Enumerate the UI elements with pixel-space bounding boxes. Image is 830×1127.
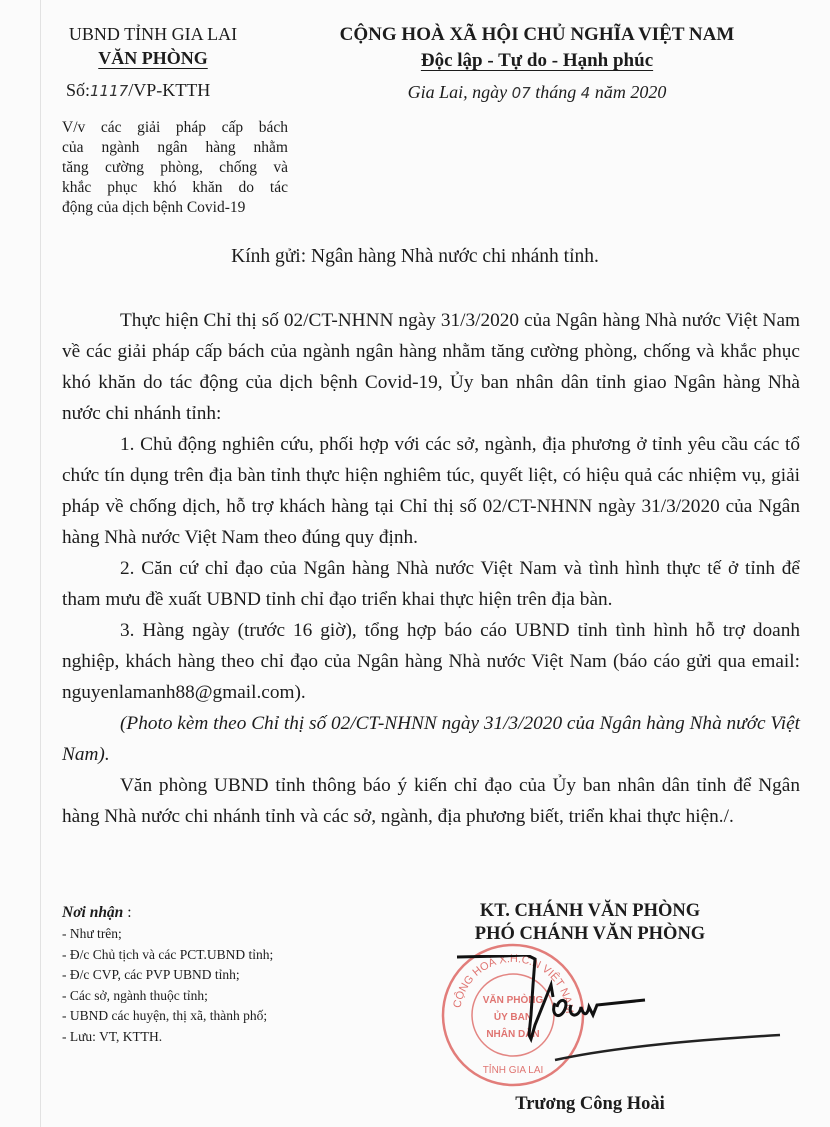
svg-text:VĂN PHÒNG: VĂN PHÒNG (482, 995, 544, 1006)
issue-date (332, 82, 742, 103)
signer-name: Trương Công Hoài (515, 1094, 665, 1114)
date-place: Gia Lai, ngày (407, 82, 508, 102)
recipient-line: Kính gửi: Ngân hàng Nhà nước chi nhánh tỉnh. (231, 246, 599, 267)
document-number (58, 78, 248, 103)
directive-item: 3. Hàng ngày (trước 16 giờ), tổng hợp báo cáo UBND tỉnh tình hình hỗ trợ doanh nghiệp, khách hàng theo chỉ đạo của Ngân hàng Nhà nước Việt Nam (báo cáo gửi qua email: nguyenlamanh88@gmail.com). (62, 620, 800, 703)
distribution-item: - Lưu: VT, KTTH. (62, 1028, 163, 1044)
directive-item: 2. Căn cứ chỉ đạo của Ngân hàng Nhà nước Việt Nam và tình hình thực tế ở tỉnh để tham mưu đề xuất UBND tỉnh chỉ đạo triển khai thực hiện trên địa bàn. (62, 558, 800, 610)
distribution-list (62, 902, 362, 1047)
subject-line: tăng cường phòng, chống và (62, 159, 288, 176)
number-prefix: Số: (66, 80, 91, 100)
attachment-note: (Photo kèm theo Chỉ thị số 02/CT-NHNN ngày 31/3/2020 của Ngân hàng Nhà nước Việt Nam). (62, 713, 800, 765)
letter-body (62, 305, 800, 832)
date-year: năm 2020 (594, 82, 667, 102)
date-month-label: tháng (535, 82, 577, 102)
agency-name: UBND TỈNH GIA LAI (68, 24, 238, 44)
signer-title-2: PHÓ CHÁNH VĂN PHÒNG (474, 924, 706, 944)
distribution-item: - Đ/c CVP, các PVP UBND tỉnh; (62, 967, 240, 982)
distribution-item: - UBND các huyện, thị xã, thành phố; (62, 1008, 268, 1023)
distribution-title: Nơi nhận (62, 904, 124, 921)
distribution-item: - Như trên; (62, 926, 122, 941)
signer-title-1: KT. CHÁNH VĂN PHÒNG (479, 901, 701, 921)
handwritten-signature-icon (455, 955, 785, 1075)
date-day: 07 (511, 84, 531, 102)
distribution-item: - Các sở, ngành thuộc tỉnh; (62, 987, 208, 1003)
subject-line: khắc phục khó khăn do tác (62, 179, 288, 196)
svg-text:TỈNH GIA LAI: TỈNH GIA LAI (482, 1065, 544, 1076)
svg-text:NHÂN DÂN: NHÂN DÂN (486, 1029, 540, 1040)
subject-line: của ngành ngân hàng nhằm (62, 139, 288, 156)
subject-summary (62, 118, 288, 218)
handwritten-number: 1117 (90, 82, 129, 100)
issuing-agency-header (58, 22, 248, 103)
svg-text:CỘNG HOÀ X.H.C.N VIỆT NAM: CỘNG HOÀ X.H.C.N VIỆT NAM (451, 952, 576, 1015)
distribution-item: - Đ/c Chủ tịch và các PCT.UBND tỉnh; (62, 946, 274, 962)
subject-line: động của dịch bệnh Covid-19 (62, 199, 246, 216)
national-motto: Độc lập - Tự do - Hạnh phúc (420, 50, 654, 71)
national-header (332, 22, 742, 74)
svg-text:ỦY BAN: ỦY BAN (493, 1012, 533, 1023)
closing-paragraph: Văn phòng UBND tỉnh thông báo ý kiến chỉ đạo của Ủy ban nhân dân tỉnh để Ngân hàng Nhà nước chi nhánh tỉnh và các sở, ngành, địa phương biết, triển khai thực hiện./. (62, 775, 800, 827)
nation-name: CỘNG HOÀ XÃ HỘI CHỦ NGHĨA VIỆT NAM (339, 24, 735, 45)
intro-paragraph: Thực hiện Chỉ thị số 02/CT-NHNN ngày 31/3/2020 của Ngân hàng Nhà nước Việt Nam về các giải pháp cấp bách của ngành ngân hàng nhằm tăng cường phòng, chống và khắc phục khó khăn do tác động của dịch bệnh Covid-19, Ủy ban nhân dân tỉnh giao Ngân hàng Nhà nước chi nhánh tỉnh: (62, 310, 800, 424)
office-name: VĂN PHÒNG (98, 48, 208, 68)
distribution-title-colon: : (123, 904, 132, 921)
directive-item: 1. Chủ động nghiên cứu, phối hợp với các sở, ngành, địa phương ở tỉnh yêu cầu các tổ chức tín dụng trên địa bàn tỉnh thực hiện nghiêm túc, quyết liệt, có hiệu quả các nhiệm vụ, giải pháp về chống dịch, hỗ trợ khách hàng tại Chỉ thị số 02/CT-NHNN ngày 31/3/2020 của Ngân hàng Nhà nước Việt Nam theo đúng quy định. (62, 434, 800, 548)
number-suffix: /VP-KTTH (128, 80, 211, 100)
date-month: 4 (580, 84, 591, 102)
subject-line: V/v các giải pháp cấp bách (62, 119, 288, 136)
page-scan-edge (40, 0, 41, 1127)
